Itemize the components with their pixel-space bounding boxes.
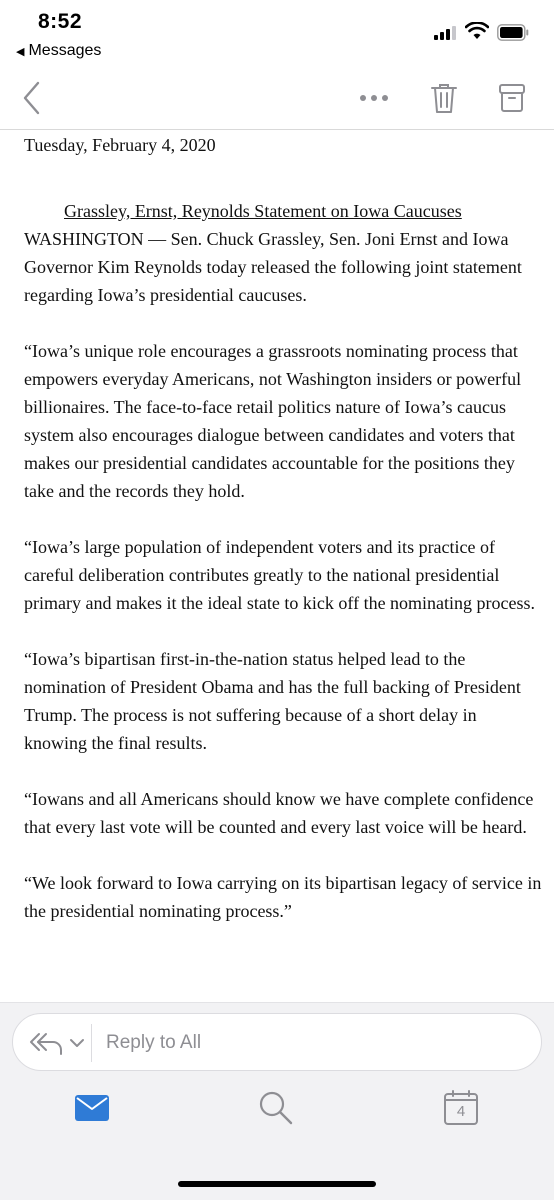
- cellular-signal-icon: [434, 26, 458, 40]
- email-toolbar: [0, 70, 554, 130]
- reply-all-menu-button[interactable]: [29, 1029, 89, 1057]
- delete-button[interactable]: [422, 78, 466, 118]
- back-button[interactable]: [10, 78, 54, 118]
- tab-mail[interactable]: [72, 1088, 112, 1128]
- statement-paragraph: “We look forward to Iowa carrying on its bipartisan legacy of service in the presidential nominating process.”: [24, 873, 542, 921]
- wifi-icon: [465, 22, 489, 40]
- ellipsis-icon: [359, 94, 389, 102]
- back-to-messages-link[interactable]: [16, 42, 101, 60]
- reply-bar[interactable]: [12, 1013, 542, 1071]
- statement-paragraph: “Iowa’s unique role encourages a grassroots nominating process that empowers everyday Americans, not Washington insiders or powerful billionaires. The face-to-face retail politics nature of Iowa’s caucus system also encourages dialogue between candidates and voters that makes our presidential candidates accountable for the positions they take and the records they hold.: [24, 341, 522, 501]
- chevron-left-icon: [22, 81, 42, 115]
- reply-input[interactable]: Reply to All: [106, 1032, 202, 1053]
- home-indicator[interactable]: [178, 1181, 376, 1187]
- archive-button[interactable]: [490, 78, 534, 118]
- trash-icon: [430, 82, 458, 114]
- email-date: Tuesday, February 4, 2020: [24, 135, 216, 155]
- envelope-icon: [74, 1094, 110, 1122]
- more-options-button[interactable]: [352, 78, 396, 118]
- statement-paragraph: “Iowans and all Americans should know we have complete confidence that every last vote will be counted and every last voice will be heard.: [24, 789, 534, 837]
- battery-icon: [497, 24, 529, 41]
- clock-time: 8:52: [38, 10, 83, 33]
- reply-divider: [91, 1024, 92, 1062]
- back-triangle-icon: ◀: [16, 45, 25, 58]
- tab-calendar[interactable]: [441, 1088, 481, 1128]
- statement-headline: Grassley, Ernst, Reynolds Statement on Iowa Caucuses: [64, 201, 462, 221]
- back-app-label: Messages: [28, 42, 102, 59]
- statement-paragraph: “Iowa’s bipartisan first-in-the-nation status helped lead to the nomination of President Obama and has the full backing of President Trump. The process is not suffering because of a short delay in knowing the final results.: [24, 649, 521, 753]
- statement-paragraph: “Iowa’s large population of independent voters and its practice of careful deliberation contributes greatly to the national presidential primary and makes it the ideal state to kick off the nominating process.: [24, 537, 536, 613]
- reply-all-icon: [29, 1029, 65, 1057]
- archive-icon: [498, 83, 526, 113]
- tab-search[interactable]: [256, 1088, 296, 1128]
- search-icon: [258, 1090, 294, 1126]
- status-bar: [0, 0, 554, 66]
- email-body: [24, 131, 544, 1001]
- calendar-day-label: 4: [456, 1103, 466, 1120]
- statement-intro: WASHINGTON — Sen. Chuck Grassley, Sen. Joni Ernst and Iowa Governor Kim Reynolds today released the following joint statement regarding Iowa’s presidential caucuses.: [24, 229, 522, 305]
- chevron-down-icon: [69, 1038, 85, 1048]
